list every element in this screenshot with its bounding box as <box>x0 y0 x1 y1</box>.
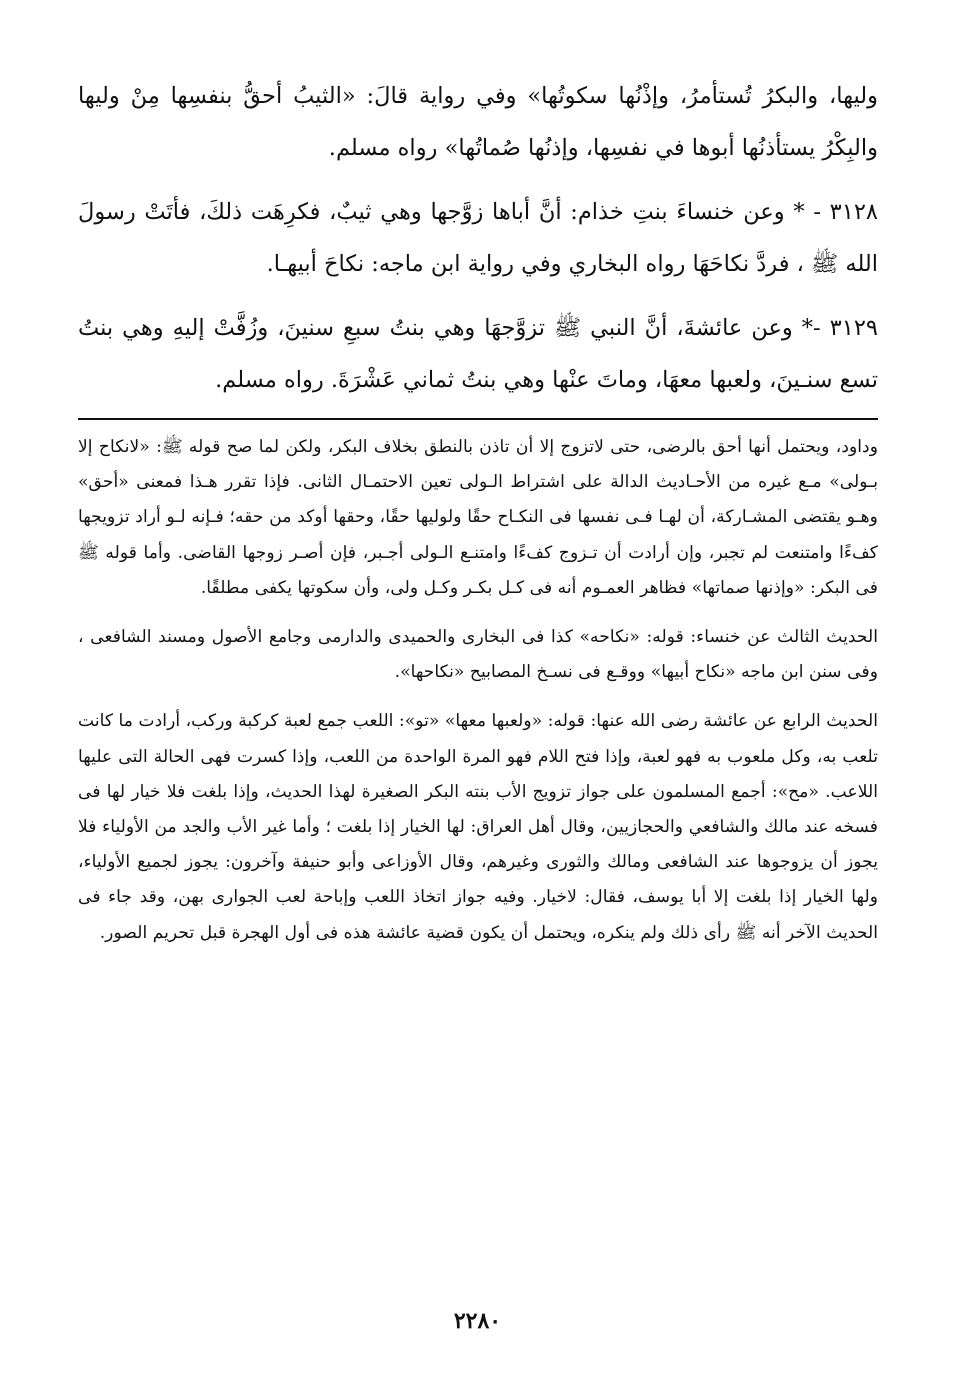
commentary-paragraph-2: الحديث الثالث عن خنساء: قوله: «نكاحه» كذا فى البخارى والحميدى والدارمى وجامع الأصول ومسند الشافعى ، وفى سنن ابن ماجه «نكاح أبيها» ووقـع فى نسـخ المصابيح «نكاحها». <box>78 627 878 683</box>
hadith-3128: ٣١٢٨ - * وعن خنساءَ بنتِ خذام: أنَّ أباها زوَّجها وهي ثيبٌ، فكرِهَت ذلكَ، فأتَتْ رسولَ الله ﷺ ، فردَّ نكاحَهَا رواه البخاري وفي رواية ابن ماجه: نكاحَ أبيهـا. <box>78 199 878 277</box>
hadith-text <box>78 70 878 406</box>
commentary-paragraph-1: وداود، ويحتمل أنها أحق بالرضى، حتى لاتزوج إلا أن تاذن بالنطق بخلاف البكر، ولكن لما صح قوله ﷺ: «لانكاح إلا بـولى» مـع غيره من الأحـاديث الدالة على اشتراط الـولى تعين الاحتمـال الثانى. فإذا تقرر هـذا فمعنى «أحق» وهـو يقتضى المشـاركة، أن لهـا فـى نفسها فى النكـاح حقًا ولوليها حقًا، وحقها أوكد من حقه؛ فـإنه لـو أراد تزويجها كفءًا وامتنعت لم تجبر، وإن أرادت أن تـزوج كفءًا وامتنـع الـولى أجـبر، فإن أصـر زوجها القاضى. وأما قوله ﷺ فى البكر: «وإذنها صماتها» فظاهر العمـوم أنه فى كـل بكـر وكـل ولى، وأن سكوتها يكفى مطلقًا. <box>78 437 878 598</box>
commentary-section <box>78 430 878 951</box>
hadith-3129: ٣١٢٩ -* وعن عائشةَ، أنَّ النبي ﷺ تزوَّجهَا وهي بنتُ سبعِ سنينَ، وزُفَّتْ إليهِ وهي بنتُ تسع سنـينَ، ولعبها معهَا، وماتَ عنْها وهي بنتُ ثماني عَشْرَةَ. رواه مسلم. <box>78 315 878 393</box>
hadith-paragraph-continuation: وليها، والبكرُ تُستأمرُ، وإذْنُها سكوتُها» وفي رواية قالَ: «الثيبُ أحقُّ بنفسِها مِنْ وليها والبِكْرُ يستأذنُها أبوها في نفسِها، وإذنُها صُماتُها» رواه مسلم. <box>78 83 878 161</box>
page-number: ٢٢٨٠ <box>453 1308 502 1334</box>
commentary-paragraph-3: الحديث الرابع عن عائشة رضى الله عنها: قوله: «ولعبها معها» «تو»: اللعب جمع لعبة كركبة وركب، أرادت ما كانت تلعب به، وكل ملعوب به فهو لعبة، وإذا فتح اللام فهو المرة الواحدة من اللعب، وإذا كسرت فهى الحالة التى عليها اللاعب. «مح»: أجمع المسلمون على جواز تزويج الأب بنته البكر الصغيرة لهذا الحديث، وإذا بلغت فلا خيار لها فى فسخه عند مالك والشافعي والحجازيين، وقال أهل العراق: لها الخيار إذا بلغت ؛ وأما غير الأب والجد من الأولياء فلا يجوز أن يزوجوها عند الشافعى ومالك والثورى وغيرهم، وقال الأوزاعى وأبو حنيفة وآخرون: يجوز لجميع الأولياء، ولها الخيار إذا بلغت إلا أبا يوسف، فقال: لاخيار. وفيه جواز اتخاذ اللعب وإباحة لعب الجوارى بهن، وقد جاء فى الحديث الآخر أنه ﷺ رأى ذلك ولم ينكره، ويحتمل أن يكون قضية عائشة هذه فى أول الهجرة قبل تحريم الصور. <box>78 711 878 943</box>
page-body <box>78 70 878 965</box>
footnote-divider <box>78 418 878 420</box>
